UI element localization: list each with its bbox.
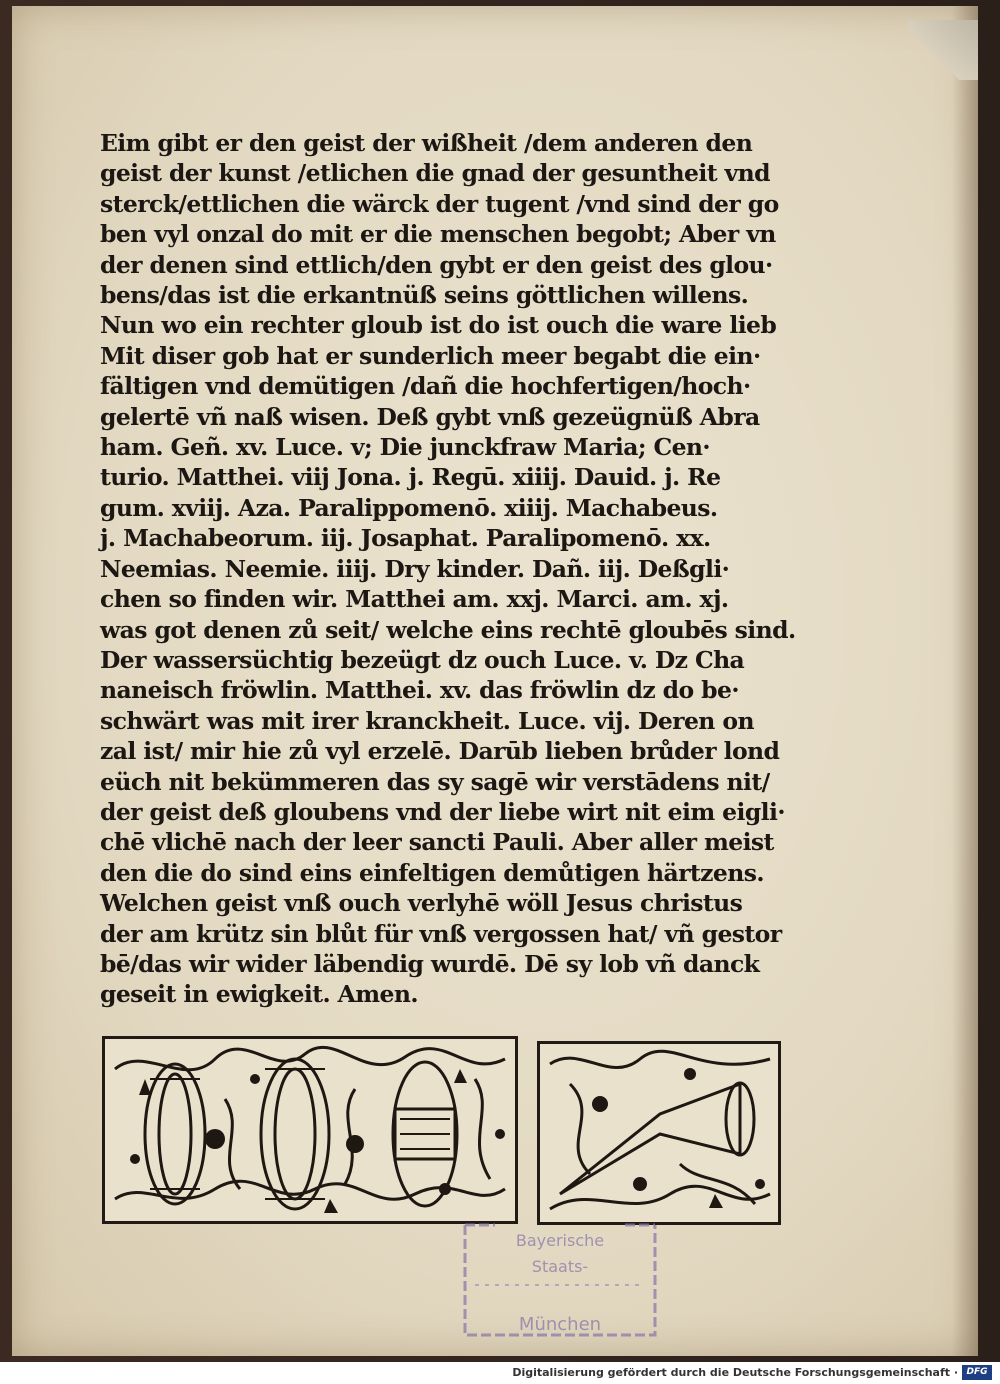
woodcut-ornament-right [537, 1041, 781, 1225]
footer-credit-text: Digitalisierung gefördert durch die Deutsche Forschungsgemeinschaft · [512, 1366, 958, 1379]
blackletter-text-block [100, 128, 820, 1010]
text-line: chen so finden wir. Matthei am. xxj. Marci. am. xj. [100, 585, 729, 614]
dfg-logo-icon: DFG [962, 1365, 992, 1380]
text-line: geist der kunst /etlichen die gnad der gesuntheit vnd [100, 159, 770, 188]
text-line: zal ist/ mir hie zů vyl erzelē. Darūb lieben brůder lond [100, 737, 780, 766]
page-edge-shadow [952, 6, 978, 1356]
text-line: bens/das ist die erkantnüß seins göttlichen willens. [100, 281, 749, 310]
woodcut-horn-foliage-image [540, 1044, 778, 1222]
text-line: ben vyl onzal do mit er die menschen begobt; Aber vn [100, 220, 776, 249]
woodcut-foliage-barrels-image [105, 1039, 515, 1221]
text-line: gum. xviij. Aza. Paralippomenō. xiiij. Machabeus. [100, 493, 718, 522]
attribution-footer [0, 1362, 1000, 1384]
stamp-line-3: München [518, 1314, 602, 1335]
text-line: Der wassersüchtig bezeügt dz ouch Luce. v. Dz Cha [100, 645, 745, 674]
text-line: Welchen geist vnß ouch verlyhē wöll Jesus christus [100, 889, 743, 918]
text-line: sterck/ettlichen die wärck der tugent /vnd sind der go [100, 189, 779, 218]
text-line: j. Machabeorum. iij. Josaphat. Paralipomenō. xx. [100, 524, 711, 553]
page-corner-fold [908, 20, 978, 80]
text-line: Nun wo ein rechter gloub ist do ist ouch die ware lieb [100, 311, 777, 340]
stamp-line-1: Bayerische [515, 1231, 605, 1250]
text-line: schwärt was mit irer kranckheit. Luce. vij. Deren on [100, 706, 754, 735]
text-line: naneisch fröwlin. Matthei. xv. das fröwlin dz do be· [100, 676, 739, 705]
stamp-line-2: Staats- [531, 1257, 589, 1276]
text-line: fältigen vnd demütigen /dañ die hochfertigen/hoch· [100, 372, 751, 401]
text-line: eüch nit bekümmeren das sy sagē wir verstādens nit/ [100, 767, 770, 796]
text-line: turio. Matthei. viij Jona. j. Regū. xiiij. Dauid. j. Re [100, 463, 721, 492]
text-line: was got denen zů seit/ welche eins rechtē gloubēs sind. [100, 615, 796, 644]
text-line: geseit in ewigkeit. Amen. [100, 980, 418, 1009]
library-stamp [455, 1215, 665, 1345]
text-line: der am krütz sin blůt für vnß vergossen hat/ vñ gestor [100, 919, 782, 948]
text-line: Mit diser gob hat er sunderlich meer begabt die ein· [100, 341, 761, 370]
text-line: gelertē vñ naß wisen. Deß gybt vnß gezeügnüß Abra [100, 402, 760, 431]
text-line: chē vlichē nach der leer sancti Pauli. Aber aller meist [100, 828, 774, 857]
text-line: Neemias. Neemie. iiij. Dry kinder. Dañ. iij. Deßgli· [100, 554, 730, 583]
woodcut-ornament-left [102, 1036, 518, 1224]
text-line: der geist deß gloubens vnd der liebe wirt nit eim eigli· [100, 797, 785, 826]
text-line: Eim gibt er den geist der wißheit /dem anderen den [100, 129, 753, 157]
text-line: den die do sind eins einfeltigen demůtigen härtzens. [100, 858, 764, 887]
text-line: ham. Geñ. xv. Luce. v; Die junckfraw Maria; Cen· [100, 433, 711, 462]
text-line: bē/das wir wider läbendig wurdē. Dē sy lob vñ danck [100, 949, 760, 978]
text-line: der denen sind ettlich/den gybt er den geist des glou· [100, 250, 773, 279]
